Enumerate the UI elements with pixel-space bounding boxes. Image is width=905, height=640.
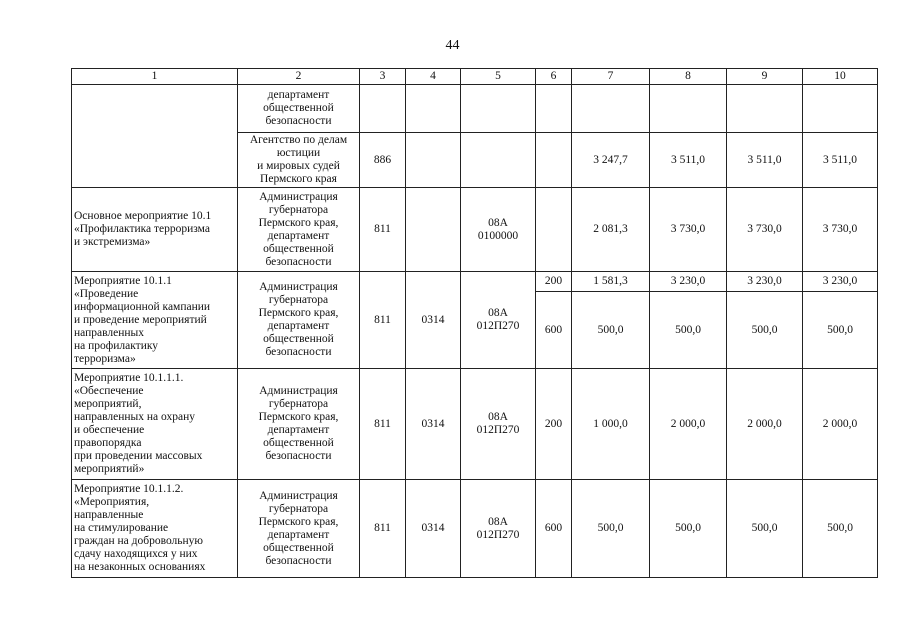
value-cell: 3 511,0 (727, 133, 803, 188)
value-cell: 3 511,0 (650, 133, 727, 188)
executor-cell: Администрация губернатора Пермского края, департамент общественной безопасности (238, 369, 360, 480)
value-cell: 2 081,3 (572, 188, 650, 272)
value-cell: 500,0 (572, 480, 650, 578)
value-cell: 500,0 (803, 480, 878, 578)
value-cell: 1 581,3 (572, 272, 650, 292)
section-cell (406, 85, 461, 133)
header-cell: 4 (406, 69, 461, 85)
value-cell (650, 85, 727, 133)
target-code-cell: 08А 012П270 (461, 480, 536, 578)
value-cell: 2 000,0 (803, 369, 878, 480)
expense-type-cell: 600 (536, 292, 572, 369)
page-number: 44 (445, 38, 460, 53)
target-code-cell: 08А 012П270 (461, 272, 536, 369)
value-cell: 3 730,0 (727, 188, 803, 272)
activity-name-cell (72, 85, 238, 188)
header-cell: 9 (727, 69, 803, 85)
section-cell: 0314 (406, 480, 461, 578)
table-row (72, 85, 878, 133)
value-cell: 3 511,0 (803, 133, 878, 188)
executor-cell: Администрация губернатора Пермского края, департамент общественной безопасности (238, 188, 360, 272)
code-cell: 886 (360, 133, 406, 188)
activity-name-cell: Мероприятие 10.1.1.2. «Мероприятия, направленные на стимулирование граждан на добровольную сдачу находящихся у них на незаконных основаниях (72, 480, 238, 578)
table-row (72, 272, 878, 292)
value-cell (727, 85, 803, 133)
value-cell: 3 230,0 (727, 272, 803, 292)
value-cell: 500,0 (727, 480, 803, 578)
expense-type-cell (536, 133, 572, 188)
code-cell (360, 85, 406, 133)
value-cell: 3 730,0 (803, 188, 878, 272)
code-cell: 811 (360, 272, 406, 369)
activity-name-cell: Мероприятие 10.1.1 «Проведение информационной кампании и проведение мероприятий направленных на профилактику терроризма» (72, 272, 238, 369)
expense-type-cell: 200 (536, 369, 572, 480)
target-code-cell (461, 133, 536, 188)
value-cell: 500,0 (572, 292, 650, 369)
header-cell: 8 (650, 69, 727, 85)
table-row (72, 480, 878, 578)
header-cell: 1 (72, 69, 238, 85)
activity-name-cell: Основное мероприятие 10.1 «Профилактика терроризма и экстремизма» (72, 188, 238, 272)
expense-type-cell (536, 188, 572, 272)
section-cell (406, 133, 461, 188)
table-row (72, 369, 878, 480)
value-cell: 3 247,7 (572, 133, 650, 188)
executor-cell: Агентство по делам юстиции и мировых судей Пермского края (238, 133, 360, 188)
value-cell: 1 000,0 (572, 369, 650, 480)
value-cell (572, 85, 650, 133)
code-cell: 811 (360, 369, 406, 480)
header-cell: 10 (803, 69, 878, 85)
value-cell: 3 230,0 (650, 272, 727, 292)
header-cell: 5 (461, 69, 536, 85)
header-cell: 2 (238, 69, 360, 85)
expense-type-cell (536, 85, 572, 133)
value-cell: 3 230,0 (803, 272, 878, 292)
section-cell: 0314 (406, 272, 461, 369)
header-cell: 3 (360, 69, 406, 85)
executor-cell: Администрация губернатора Пермского края, департамент общественной безопасности (238, 272, 360, 369)
table-row (72, 188, 878, 272)
code-cell: 811 (360, 480, 406, 578)
activity-name-cell: Мероприятие 10.1.1.1. «Обеспечение мероприятий, направленных на охрану и обеспечение правопорядка при проведении массовых мероприятий» (72, 369, 238, 480)
value-cell: 500,0 (650, 292, 727, 369)
value-cell: 2 000,0 (650, 369, 727, 480)
value-cell: 500,0 (650, 480, 727, 578)
value-cell (803, 85, 878, 133)
table-header-row (72, 69, 878, 85)
expense-type-cell: 200 (536, 272, 572, 292)
executor-cell: департамент общественной безопасности (238, 85, 360, 133)
value-cell: 3 730,0 (650, 188, 727, 272)
target-code-cell: 08А 0100000 (461, 188, 536, 272)
budget-table (71, 68, 878, 578)
expense-type-cell: 600 (536, 480, 572, 578)
target-code-cell: 08А 012П270 (461, 369, 536, 480)
header-cell: 6 (536, 69, 572, 85)
value-cell: 500,0 (727, 292, 803, 369)
target-code-cell (461, 85, 536, 133)
section-cell: 0314 (406, 369, 461, 480)
code-cell: 811 (360, 188, 406, 272)
executor-cell: Администрация губернатора Пермского края, департамент общественной безопасности (238, 480, 360, 578)
header-cell: 7 (572, 69, 650, 85)
section-cell (406, 188, 461, 272)
value-cell: 2 000,0 (727, 369, 803, 480)
value-cell: 500,0 (803, 292, 878, 369)
